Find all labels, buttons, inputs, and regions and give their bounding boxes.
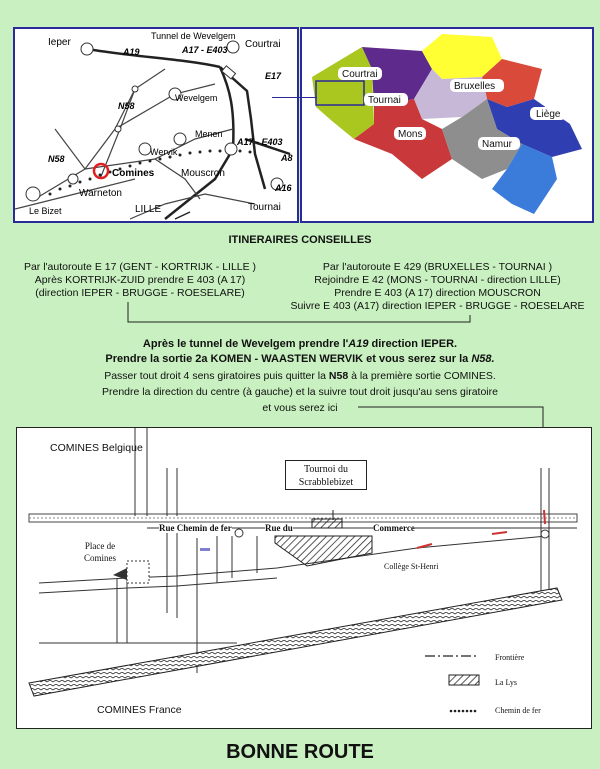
directions-line-1: Après le tunnel de Wevelgem prendre l'A19 direction IEPER. — [142, 338, 458, 350]
directions-line-3: Passer tout droit 4 sens giratoires puis quitter la N58 à la première sortie COMINES. — [104, 370, 496, 382]
city-tournai: Tournai — [248, 202, 281, 213]
city-menen: Menen — [195, 129, 223, 139]
region-belgique: COMINES Belgique — [50, 442, 143, 454]
itinerary-left-line: Après KORTRIJK-ZUID prendre E 403 (A 17) — [34, 274, 246, 286]
itinerary-left-line: (direction IEPER - BRUGGE - ROESELARE) — [35, 287, 245, 299]
city-courtrai: Courtrai — [245, 39, 281, 50]
itinerary-right-line: Par l'autoroute E 429 (BRUXELLES - TOURNAI ) — [322, 261, 553, 273]
road-label-a16: A16 — [275, 183, 292, 193]
itinerary-right-line: Prendre E 403 (A 17) direction MOUSCRON — [334, 287, 541, 299]
road-label-a19: A19 — [123, 47, 140, 57]
city-le-bizet: Le Bizet — [29, 206, 62, 216]
road-label-n58-b: N58 — [48, 154, 65, 164]
legend-chemin-de-fer: Chemin de fer — [495, 706, 541, 715]
footer-title: BONNE ROUTE — [226, 741, 374, 763]
college-label: Collège St-Henri — [372, 560, 482, 574]
legend-la-lys: La Lys — [495, 678, 517, 687]
city-wervik: Wervik — [150, 147, 178, 157]
road-label-a17-bottom: A17 - E403 — [237, 137, 283, 147]
street-commerce: Commerce — [373, 523, 415, 533]
road-label-a17-top: A17 - E403 — [182, 45, 228, 55]
itinerary-right-line: Suivre E 403 (A17) direction IEPER - BRUGGE - ROESELARE — [290, 300, 585, 312]
venue-label-line: Scrabblebizet — [298, 477, 354, 488]
local-map — [16, 427, 592, 729]
road-label-a8: A8 — [281, 153, 293, 163]
legend-frontiere: Frontière — [495, 653, 525, 662]
college-block — [275, 536, 372, 566]
venue-label-line: Tournoi du — [303, 464, 349, 475]
itinerary-left-line: Par l'autoroute E 17 (GENT - KORTRIJK - LILLE ) — [23, 261, 257, 273]
street-chemin-de-fer: Rue Chemin de fer — [159, 523, 232, 533]
road-label-e17: E17 — [265, 71, 282, 81]
bel-city-courtrai: Courtrai — [342, 69, 378, 80]
bel-city-tournai: Tournai — [368, 95, 401, 106]
venue-label-box — [285, 460, 367, 490]
directions-line-5: et vous serez ici — [262, 402, 338, 414]
directions-line-2: Prendre la sortie 2a KOMEN - WAASTEN WERVIK et vous serez sur la N58. — [105, 353, 495, 365]
road-label-n58-a: N58 — [118, 101, 135, 111]
venue-building — [312, 519, 342, 528]
city-lille: LILLE — [135, 204, 162, 215]
directions-line-4: Prendre la direction du centre (à gauche) et la suivre tout droit jusqu'au sens giratoire — [102, 386, 498, 398]
city-warneton: Warneton — [79, 188, 122, 199]
city-mouscron: Mouscron — [181, 168, 225, 179]
itinerary-right-line: Rejoindre E 42 (MONS - TOURNAI - direction LILLE) — [314, 274, 561, 286]
bel-city-liege: Liège — [536, 109, 561, 120]
region-france: COMINES France — [97, 704, 182, 716]
bel-city-namur: Namur — [482, 139, 513, 150]
street-rue-du: Rue du — [265, 523, 293, 533]
river-lys — [29, 588, 562, 696]
tunnel-label: Tunnel de Wevelgem — [151, 31, 236, 41]
place-de-comines-square — [127, 561, 149, 583]
city-comines: Comines — [112, 168, 155, 179]
bel-city-bruxelles: Bruxelles — [454, 81, 496, 92]
place-label-line: Place de — [84, 541, 116, 551]
place-label-line: Comines — [83, 553, 116, 563]
city-ieper: Ieper — [48, 37, 71, 48]
city-wevelgem: Wevelgem — [175, 93, 218, 103]
place-de-comines-label — [75, 540, 125, 564]
itineraries-title: ITINERAIRES CONSEILLES — [228, 234, 372, 246]
bel-city-mons: Mons — [398, 129, 423, 140]
